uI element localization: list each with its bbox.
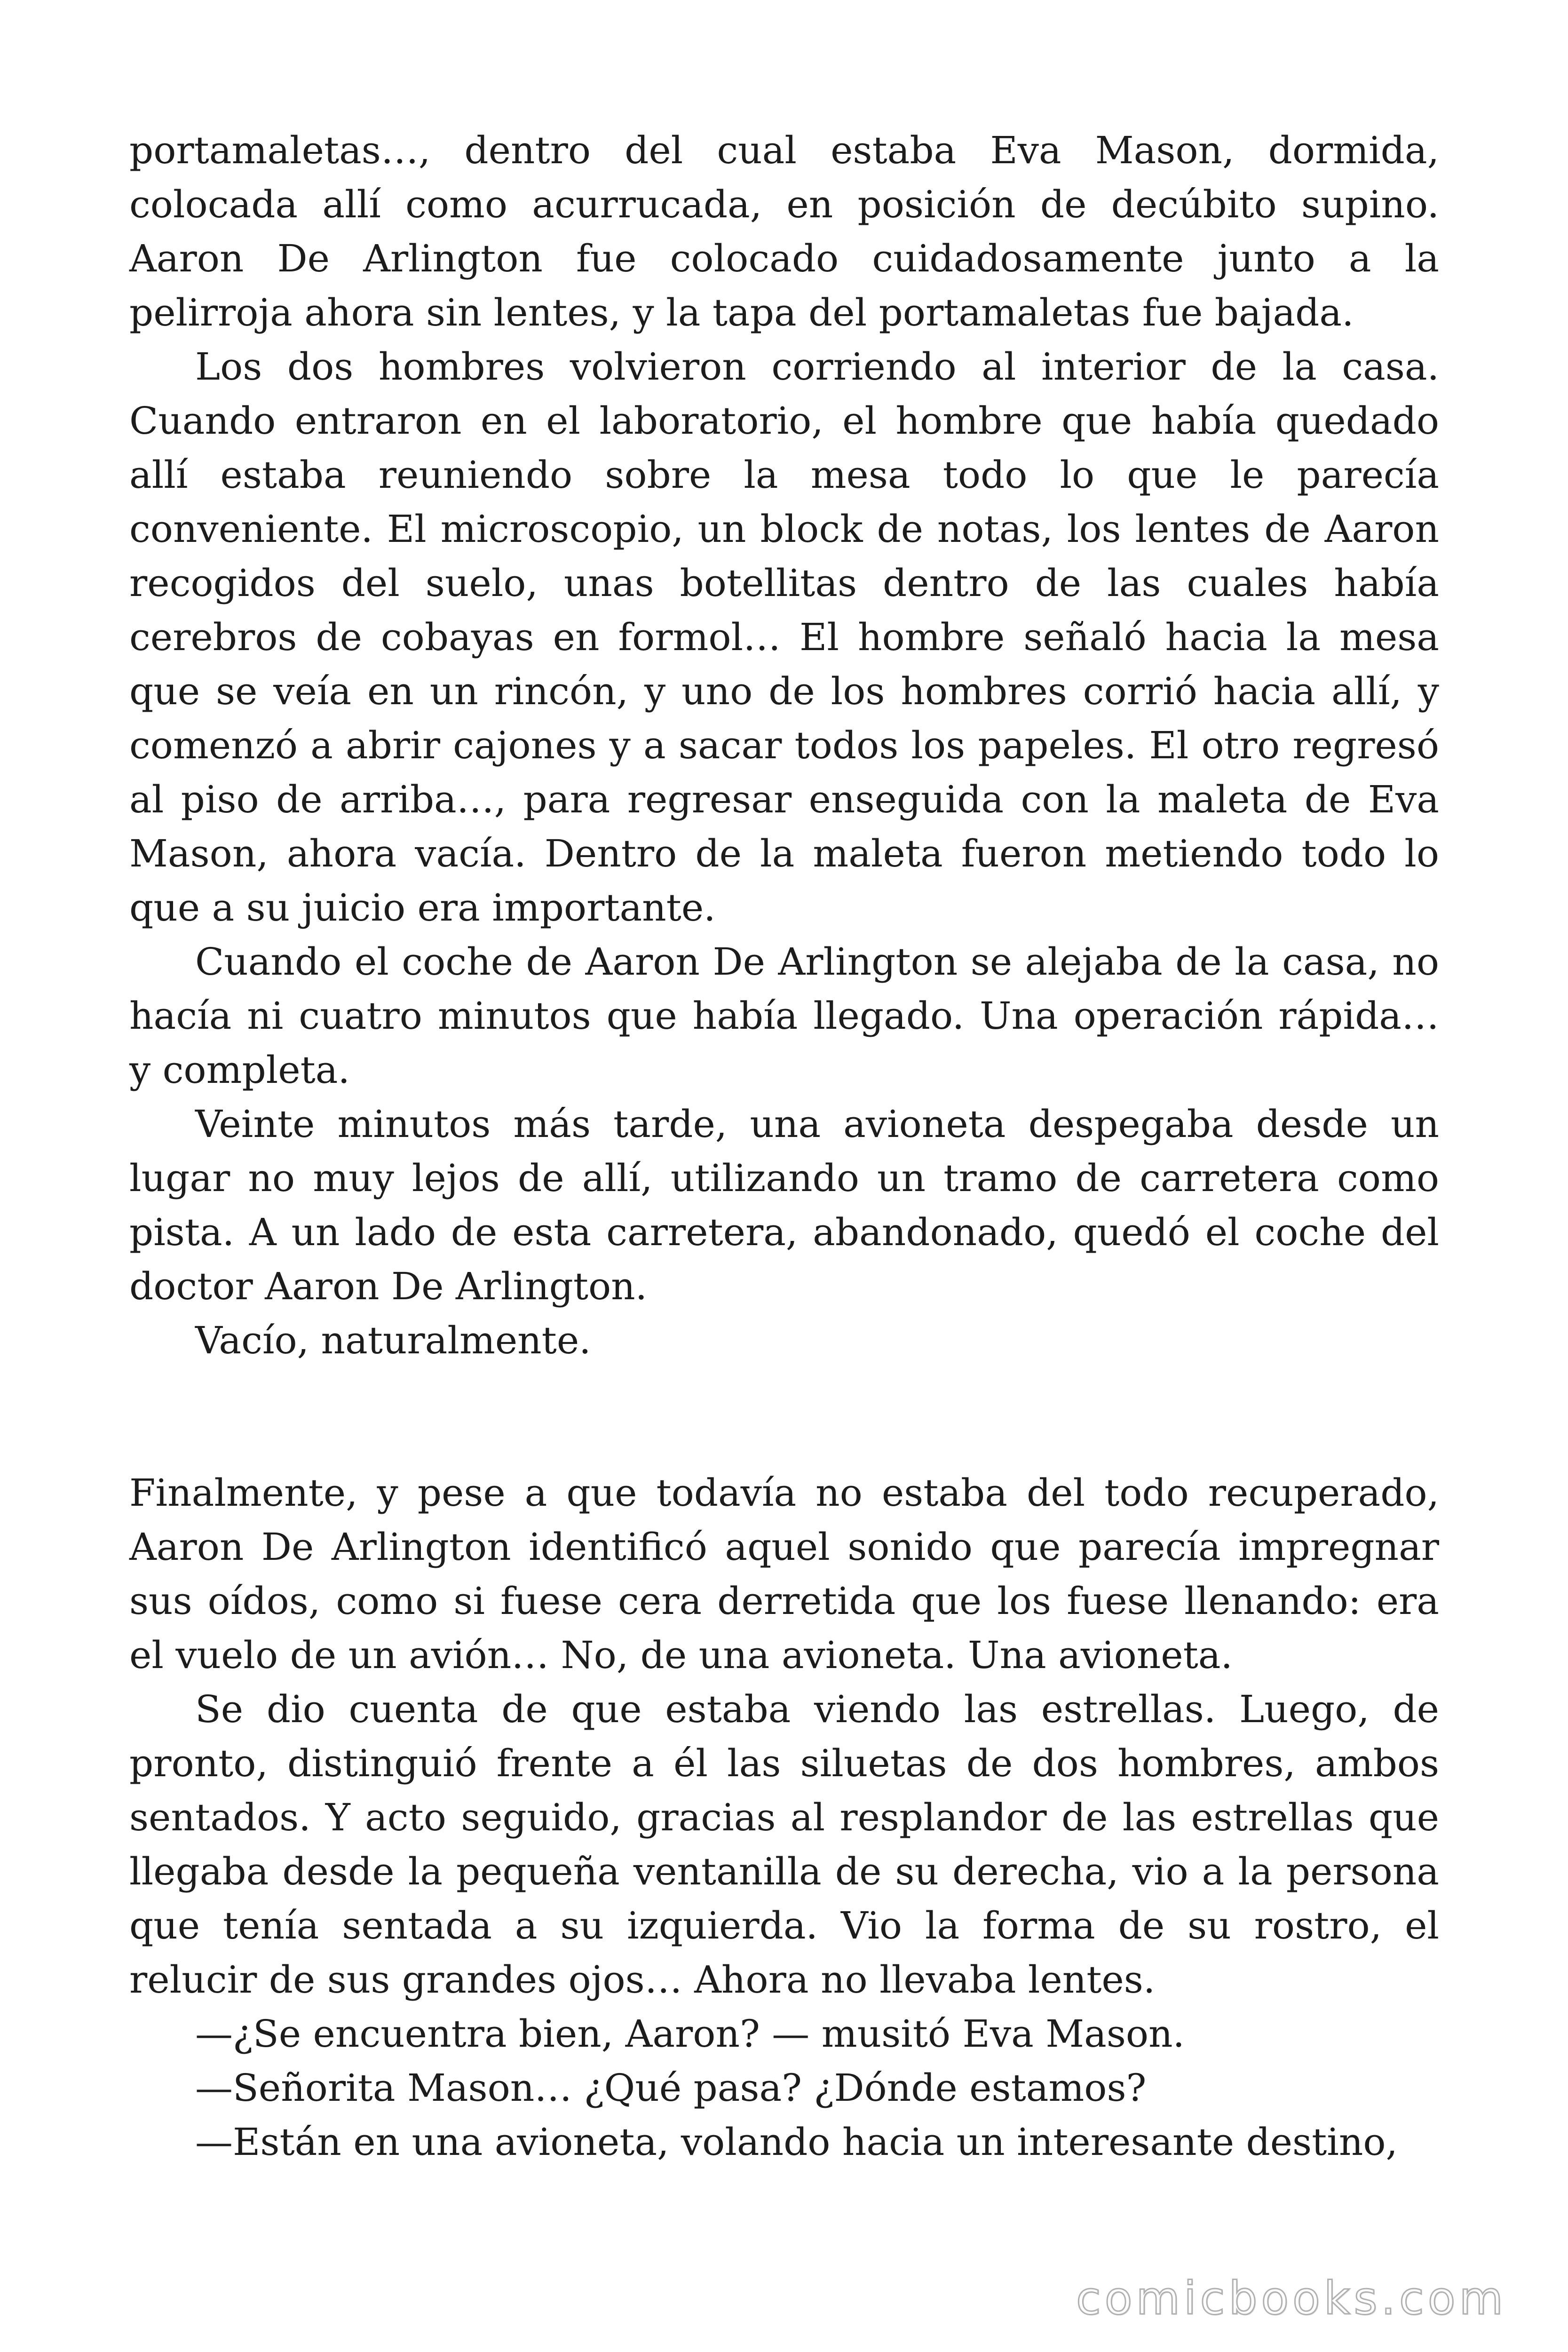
dialogue-line: —Están en una avioneta, volando hacia un interesante destino, bbox=[195, 2120, 1398, 2164]
watermark: comicbooks.com bbox=[1076, 2272, 1507, 2325]
dialogue-line: —¿Se encuentra bien, Aaron? — musitó Eva Mason. bbox=[195, 2012, 1185, 2056]
dialogue-line: —Señorita Mason… ¿Qué pasa? ¿Dónde estamos? bbox=[195, 2066, 1147, 2110]
paragraph: Cuando el coche de Aaron De Arlington se alejaba de la casa, no hacía ni cuatro minutos que había llegado. Una operación rápida… y completa. bbox=[129, 940, 1439, 1092]
paragraph: Se dio cuenta de que estaba viendo las estrellas. Luego, de pronto, distinguió frente a él las siluetas de dos hombres, ambos sentados. Y acto seguido, gracias al resplandor de las estrellas que llegaba desde la pequeña ventanilla de su derecha, vio a la persona que tenía sentada a su izquierda. Vio la forma de su rostro, el relucir de sus grandes ojos… Ahora no llevaba lentes. bbox=[129, 1687, 1439, 2002]
paragraph: portamaletas…, dentro del cual estaba Eva Mason, dormida, colocada allí como acurrucada, en posición de decúbito supino. Aaron De Arlington fue colocado cuidadosamente junto a la pelirroja ahora sin lentes, y la tapa del portamaletas fue bajada. bbox=[129, 128, 1439, 334]
paragraph: Finalmente, y pese a que todavía no estaba del todo recuperado, Aaron De Arlington identificó aquel sonido que parecía impregnar sus oídos, como si fuese cera derretida que los fuese llenando: era el vuelo de un avión… No, de una avioneta. Una avioneta. bbox=[129, 1471, 1439, 1677]
paragraph: Vacío, naturalmente. bbox=[195, 1319, 591, 1362]
text-section-1 bbox=[129, 123, 1439, 1367]
paragraph: Veinte minutos más tarde, una avioneta despegaba desde un lugar no muy lejos de allí, utilizando un tramo de carretera como pista. A un lado de esta carretera, abandonado, quedó el coche del doctor Aaron De Arlington. bbox=[129, 1102, 1439, 1308]
paragraph: Los dos hombres volvieron corriendo al interior de la casa. Cuando entraron en el laboratorio, el hombre que había quedado allí estaba reuniendo sobre la mesa todo lo que le parecía conveniente. El microscopio, un block de notas, los lentes de Aaron recogidos del suelo, unas botellitas dentro de las cuales había cerebros de cobayas en formol… El hombre señaló hacia la mesa que se veía en un rincón, y uno de los hombres corrió hacia allí, y comenzó a abrir cajones y a sacar todos los papeles. El otro regresó al piso de arriba…, para regresar enseguida con la maleta de Eva Mason, ahora vacía. Dentro de la maleta fueron metiendo todo lo que a su juicio era importante. bbox=[129, 345, 1439, 930]
text-section-2 bbox=[129, 1466, 1439, 2169]
